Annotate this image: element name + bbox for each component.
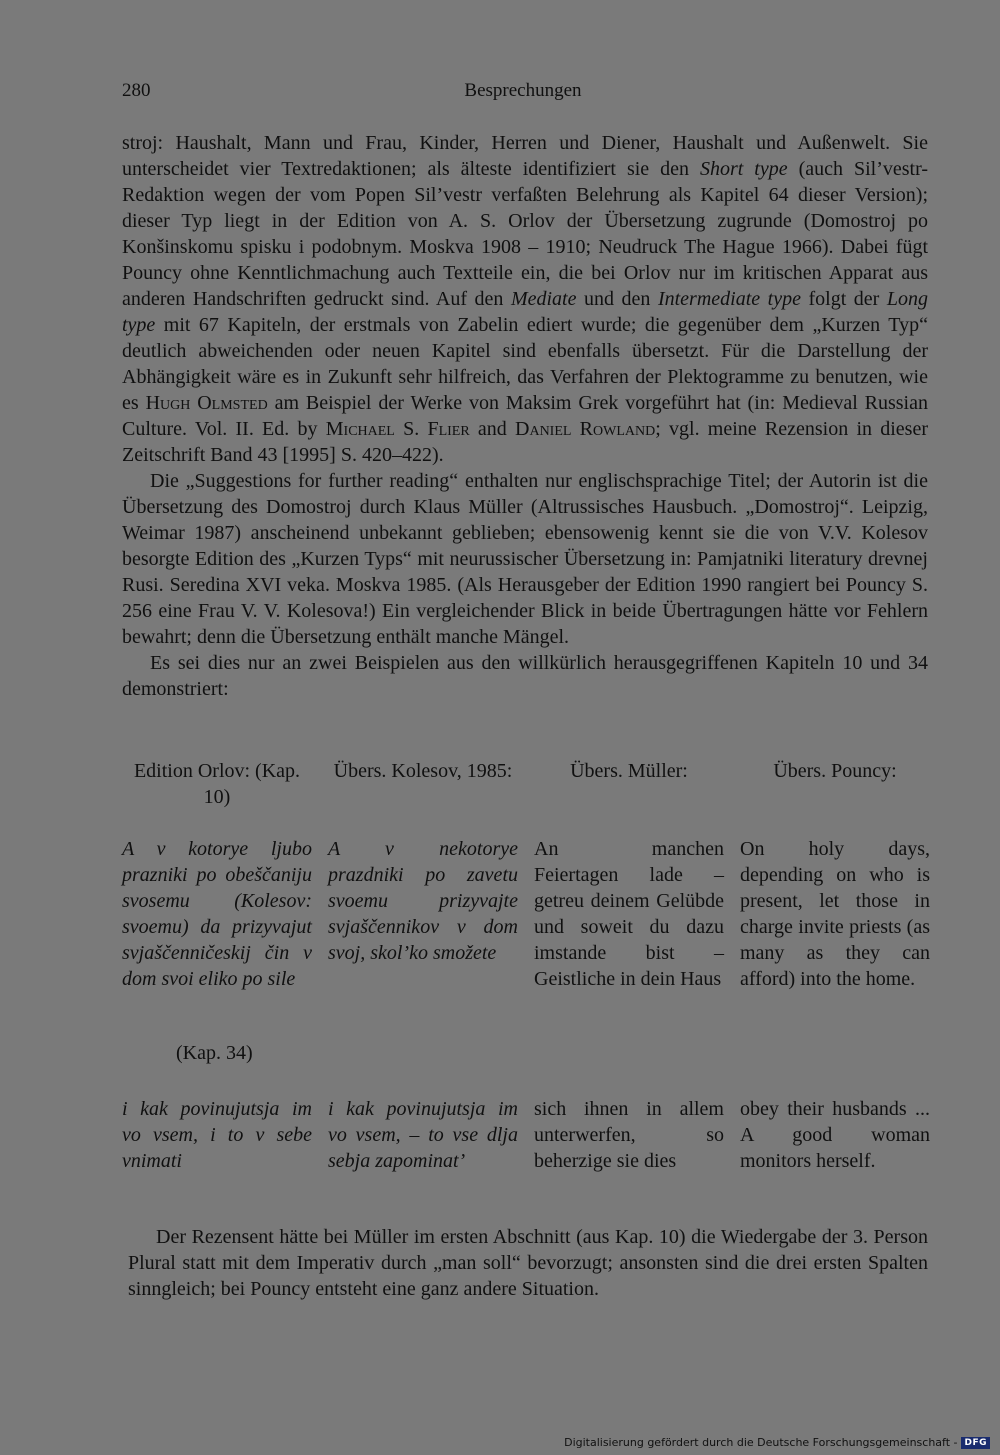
author-name: Hugh Olmsted: [145, 392, 268, 414]
column-header: Übers. Müller:: [570, 760, 688, 782]
column-header: Edition Orlov: (Kap. 10): [133, 760, 301, 808]
dfg-logo-icon: DFG: [961, 1437, 990, 1449]
comparison-row-kap34: [122, 1096, 928, 1174]
page-number: 280: [122, 80, 151, 101]
paragraph-4: Der Rezensent hätte bei Müller im ersten Abschnitt (aus Kap. 10) die Wiedergabe der 3. Person Plural statt mit dem Imperativ durch „man soll“ bevorzugt; ansonsten sind die drei ersten Spalten sinngleich; bei Pouncy entsteht eine ganz andere Situation.: [128, 1226, 928, 1300]
author-name: Michael S. Flier: [325, 418, 470, 440]
digitization-footer: [564, 1436, 990, 1449]
running-title: Besprechungen: [464, 80, 582, 101]
author-name: Daniel Rowland: [515, 418, 656, 440]
cell-kolesov: i kak povinujutsja im vo vsem, – to vse dlja sebja zapominat’: [328, 1098, 518, 1172]
cell-orlov: A v kotorye ljubo prazniki po obeščaniju svosemu (Kolesov: svoemu) da prizyvajut svjaščenničeskij čin v dom svoi eliko po sile: [122, 838, 312, 990]
cell-orlov: i kak povinujutsja im vo vsem, i to v sebe vnimati: [122, 1098, 312, 1172]
cell-mueller: sich ihnen in allem unterwerfen, so beherzige sie dies: [534, 1098, 724, 1172]
paragraph-1: stroj: Haushalt, Mann und Frau, Kinder, Herren und Diener, Haushalt und Außenwelt. Sie unterscheidet vier Textredaktionen; als älteste identifiziert sie den Short type (auch Sil’vestr-Redaktion wegen der vom Popen Sil’vestr verfaßten Belehrung als Kapitel 64 dieser Version); dieser Typ liegt in der Edition von A. S. Orlov der Übersetzung zugrunde (Domostroj po Konšinskomu spisku i podobnym. Moskva 1908 – 1910; Neudruck The Hague 1966). Dabei fügt Pouncy ohne Kenntlichmachung auch Textteile ein, die bei Orlov nur im kritischen Apparat aus anderen Handschriften gedruckt sind. Auf den Mediate und den Intermediate type folgt der Long type mit 67 Kapiteln, der erstmals von Zabelin ediert wurde; die gegenüber dem „Kurzen Typ“ deutlich abweichenden oder neuen Kapitel sind ebenfalls übersetzt. Für die Darstellung der Abhängigkeit wäre es in Zukunft sehr hilfreich, das Verfahren der Plektogramme zu benutzen, wie es Hugh Olmsted am Beispiel der Werke von Maksim Grek vorgeführt hat (in: Medieval Russian Culture. Vol. II. Ed. by Michael S. Flier and Daniel Rowland; vgl. meine Rezension in dieser Zeitschrift Band 43 [1995] S. 420–422).: [122, 132, 928, 466]
paragraph-3: Es sei dies nur an zwei Beispielen aus den willkürlich herausgegriffenen Kapiteln 10 und 34 demonstriert:: [122, 652, 928, 700]
comparison-row-kap10: [122, 836, 928, 992]
cell-pouncy: obey their husbands ... A good woman monitors herself.: [740, 1098, 930, 1172]
comparison-headers: [122, 758, 928, 810]
paragraph-2: Die „Suggestions for further reading“ enthalten nur englischsprachige Titel; der Autorin ist die Übersetzung des Domostroj durch Klaus Müller (Altrussisches Hausbuch. „Domostroj“. Leipzig, Weimar 1987) anscheinend unbekannt geblieben; ebensowenig kennt sie die von V.V. Kolesov besorgte Edition des „Kurzen Typs“ mit neurussischer Übersetzung in: Pamjatniki literatury drevnej Rusi. Seredina XVI veka. Moskva 1985. (Als Herausgeber der Edition 1990 rangiert bei Pouncy S. 256 eine Frau V. V. Kolesova!) Ein vergleichender Blick in beide Übertragungen hätte vor Fehlern bewahrt; denn die Übersetzung enthält manche Mängel.: [122, 470, 928, 648]
column-header: Übers. Pouncy:: [773, 760, 897, 782]
cell-mueller: An manchen Feiertagen lade – getreu deinem Gelübde und soweit du dazu imstande bist – Geistliche in dein Haus: [534, 838, 724, 990]
footer-text: Digitalisierung gefördert durch die Deutsche Forschungsgemeinschaft -: [564, 1436, 958, 1449]
kap34-label: (Kap. 34): [176, 1042, 253, 1064]
closing-text: [128, 1224, 928, 1302]
column-header: Übers. Kolesov, 1985:: [333, 760, 513, 782]
cell-kolesov: A v nekotorye prazdniki po zavetu svoemu prizyvajte svjaščennikov v dom svoj, skol’ko smožete: [328, 838, 518, 964]
body-text: [122, 130, 928, 702]
cell-pouncy: On holy days, depending on who is present, let those in charge invite priests (as many as they can afford) into the home.: [740, 838, 930, 990]
